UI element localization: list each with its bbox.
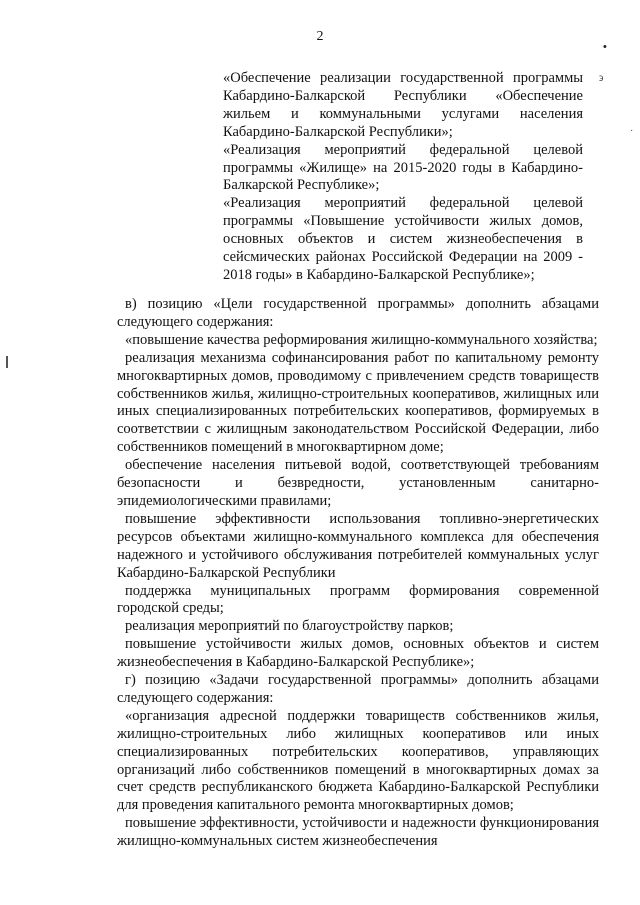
program-list [223, 70, 583, 285]
scan-speck-mark: • [603, 41, 607, 53]
paragraph: «повышение качества реформирования жилищно-коммунального хозяйства; [125, 331, 598, 348]
scan-speck-mark: ϶ [599, 73, 604, 84]
paragraph: «организация адресной поддержки товариществ собственников жилья, жилищно-строительных либо жилищных кооперативов или иных специализированных потребительских кооперативов, управляющих организаций либо собственников помещений в многоквартирных домах за счет средств республиканского бюджета Кабардино-Балкарской Республики для проведения капитального ремонта многоквартирных домов; [117, 707, 599, 814]
paragraph: обеспечение населения питьевой водой, соответствующей требованиям безопасности и безвредности, установленным санитарно-эпидемиологическими правилами; [117, 457, 599, 509]
paragraph: повышение устойчивости жилых домов, основных объектов и систем жизнеобеспечения в Кабардино-Балкарской Республике»; [117, 636, 599, 671]
paragraph: реализация мероприятий по благоустройству парков; [125, 618, 454, 635]
paragraph: реализация механизма софинансирования работ по капитальному ремонту многоквартирных домов, проводимому с привлечением средств товариществ собственников жилья, жилищно-строительных кооперативов, жилищных или иных специализированных потребительских кооперативов, формируемых в соответствии с жилищным законодательством Российской Федерации, либо собственников помещений в многоквартирном доме; [117, 349, 599, 456]
scan-speck-mark: · [630, 125, 634, 136]
program-item: «Реализация мероприятий федеральной целевой программы «Повышение устойчивости жилых домов, основных объектов и систем жизнеобеспечения в сейсмических районах Российской Федерации на 2009 - 2018 годы» в Кабардино-Балкарской Республике»; [223, 195, 583, 283]
body-text [117, 296, 599, 851]
margin-mark [6, 356, 8, 368]
paragraph: в) позицию «Цели государственной программы» дополнить абзацами следующего содержания: [117, 296, 599, 330]
program-item: «Реализация мероприятий федеральной целевой программы «Жилище» на 2015-2020 годы в Кабардино-Балкарской Республике»; [223, 141, 583, 194]
page-number: 2 [316, 29, 324, 44]
paragraph: повышение эффективности, устойчивости и надежности функционирования жилищно-коммунальных систем жизнеобеспечения [117, 815, 599, 850]
paragraph: повышение эффективности использования топливно-энергетических ресурсов объектами жилищно-коммунального комплекса для обеспечения надежного и устойчивого обслуживания потребителей коммунальных услуг Кабардино-Балкарской Республики [117, 510, 599, 581]
program-item: «Обеспечение реализации государственной программы Кабардино-Балкарской Республики «Обеспечение жильем и коммунальными услугами населения Кабардино-Балкарской Республики»; [223, 70, 583, 140]
paragraph: поддержка муниципальных программ формирования современной городской среды; [117, 582, 599, 617]
paragraph: г) позицию «Задачи государственной программы» дополнить абзацами следующего содержания: [117, 672, 599, 706]
